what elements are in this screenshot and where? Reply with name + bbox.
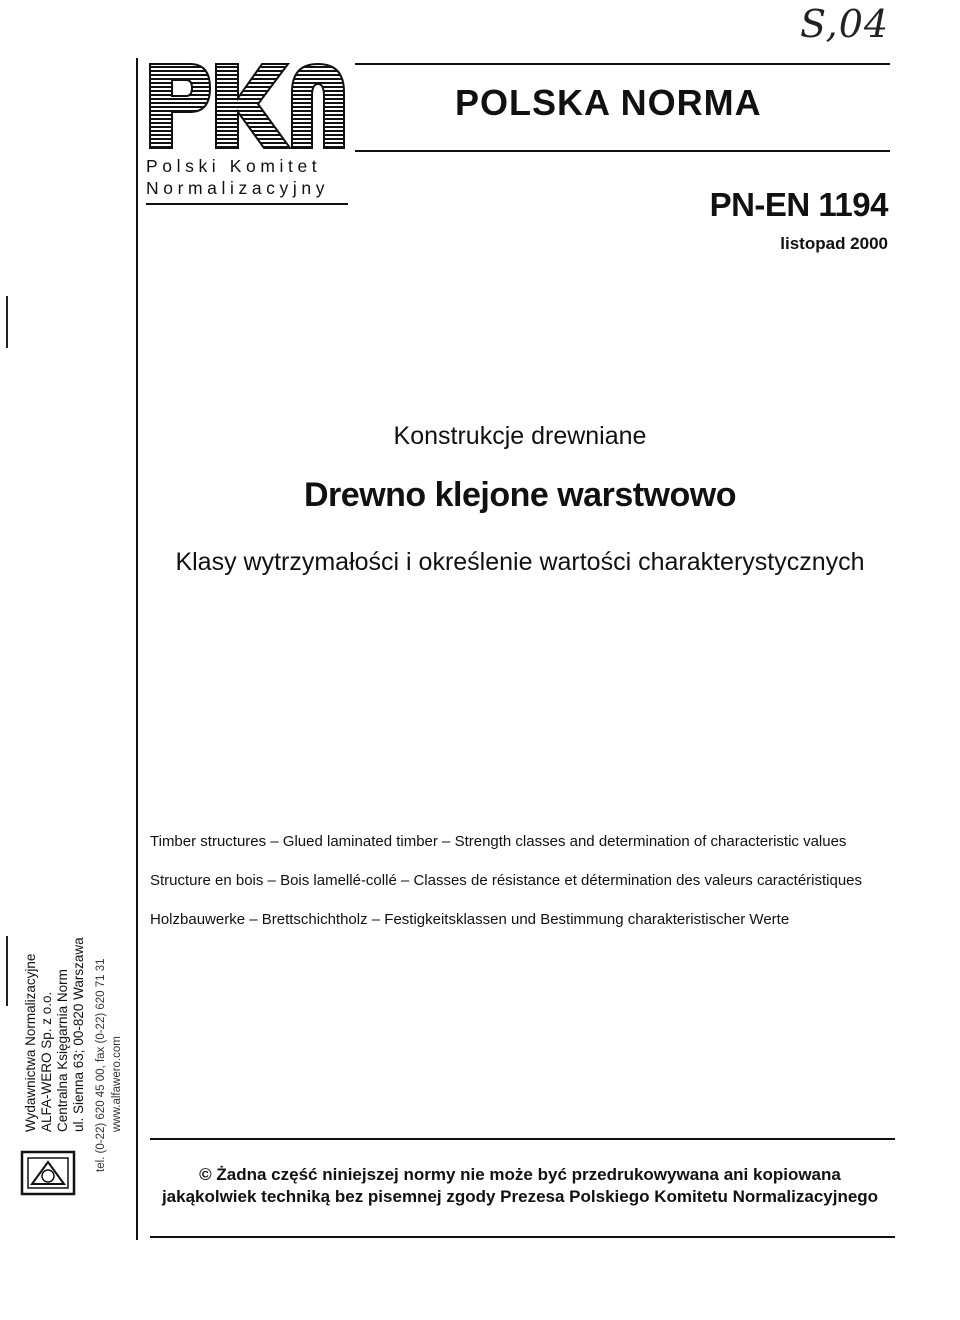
organization-name-line2: Normalizacyjny [146,178,330,198]
organization-underline [146,203,348,205]
publisher-info [19,937,139,1172]
scan-margin-mark [6,936,8,1006]
standard-number: PN-EN 1194 [709,186,888,223]
title-french: Structure en bois – Bois lamellé-collé – Classes de résistance et détermination des valeurs caractéristiques [150,872,863,889]
publisher-line2: ALFA-WERO Sp. z o.o. [39,991,54,1132]
footer-rule-top [150,1138,895,1140]
title-english: Timber structures – Glued laminated timber – Strength classes and determination of characteristic values [150,833,847,850]
title-german: Holzbauwerke – Brettschichtholz – Festigkeitsklassen und Bestimmung charakteristischer Werte [150,911,790,928]
publication-date: listopad 2000 [780,234,888,253]
publisher-logo-icon [20,1150,76,1196]
header-rule-top [355,63,890,65]
handwritten-page-note: S,04 [800,2,890,46]
main-title: Drewno klejone warstwowo [304,476,736,514]
publisher-contact: tel. (0-22) 620 45 00, fax (0-22) 620 71 31 [95,958,107,1172]
subtitle: Klasy wytrzymałości i określenie wartości charakterystycznych [175,548,865,576]
publisher-line1: Wydawnictwa Normalizacyjne [23,953,38,1132]
copyright-line2: jakąkolwiek techniką bez pisemnej zgody Prezesa Polskiego Komitetu Normalizacyjnego [161,1187,879,1206]
publisher-line3: Centralna Księgarnia Norm [55,969,70,1132]
header-rule-middle [355,150,890,152]
publisher-line4: ul. Sienna 63; 00-820 Warszawa [71,937,86,1132]
pkn-logo [146,58,348,152]
copyright-line1: © Żadna część niniejszej normy nie może być przedrukowywana ani kopiowana [199,1165,841,1184]
publisher-website: www.alfawero.com [111,1036,123,1132]
organization-name-line1: Polski Komitet [146,156,322,176]
footer-rule-bottom [150,1236,895,1238]
document-type-title: POLSKA NORMA [455,82,762,123]
copyright-notice [150,1164,890,1208]
scan-margin-mark [6,296,8,348]
subject-heading: Konstrukcje drewniane [393,422,647,450]
